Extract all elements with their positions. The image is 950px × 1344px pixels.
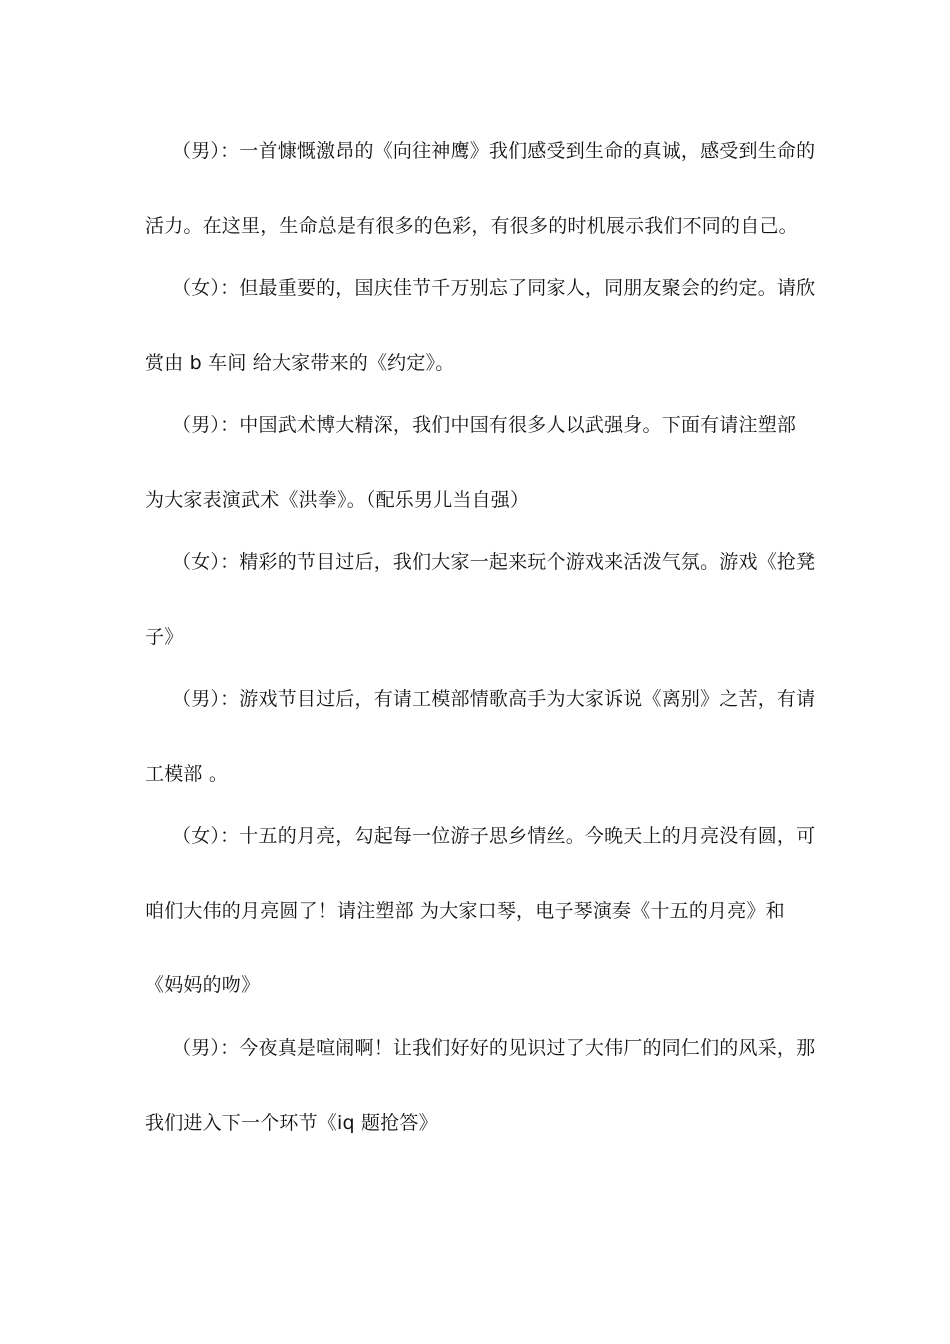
dialogue-line-3-cont: 为大家表演武术《洪拳》。（配乐男儿当自强） — [145, 489, 530, 511]
dialogue-line-1: （男）：一首慷慨激昂的《向往神鹰》我们感受到生命的真诚，感受到生命的 — [172, 140, 816, 162]
dialogue-line-7: （男）：今夜真是喧闹啊！让我们好好的见识过了大伟厂的同仁们的风采，那 — [172, 1037, 816, 1059]
dialogue-line-4: （女）：精彩的节目过后，我们大家一起来玩个游戏来活泼气氛。游戏《抢凳 — [172, 551, 816, 573]
dialogue-line-6-cont2: 《妈妈的吻》 — [145, 974, 261, 996]
dialogue-line-2-cont: 赏由 b 车间 给大家带来的《约定》。 — [145, 352, 455, 374]
dialogue-line-6-cont: 咱们大伟的月亮圆了！请注塑部 为大家口琴，电子琴演奏《十五的月亮》和 — [145, 900, 785, 922]
dialogue-line-5-cont: 工模部 。 — [145, 763, 229, 785]
dialogue-line-6: （女）：十五的月亮，勾起每一位游子思乡情丝。今晚天上的月亮没有圆，可 — [172, 825, 816, 847]
dialogue-line-5: （男）：游戏节目过后，有请工模部情歌高手为大家诉说《离别》之苦，有请 — [172, 688, 816, 710]
dialogue-line-3: （男）：中国武术博大精深，我们中国有很多人以武强身。下面有请注塑部 — [172, 414, 797, 436]
dialogue-line-1-cont: 活力。在这里，生命总是有很多的色彩，有很多的时机展示我们不同的自己。 — [145, 215, 798, 237]
dialogue-line-2: （女）：但最重要的，国庆佳节千万别忘了同家人，同朋友聚会的约定。请欣 — [172, 277, 816, 299]
dialogue-line-7-cont: 我们进入下一个环节《iq 题抢答》 — [145, 1112, 438, 1134]
dialogue-line-4-cont: 子》 — [145, 626, 184, 648]
